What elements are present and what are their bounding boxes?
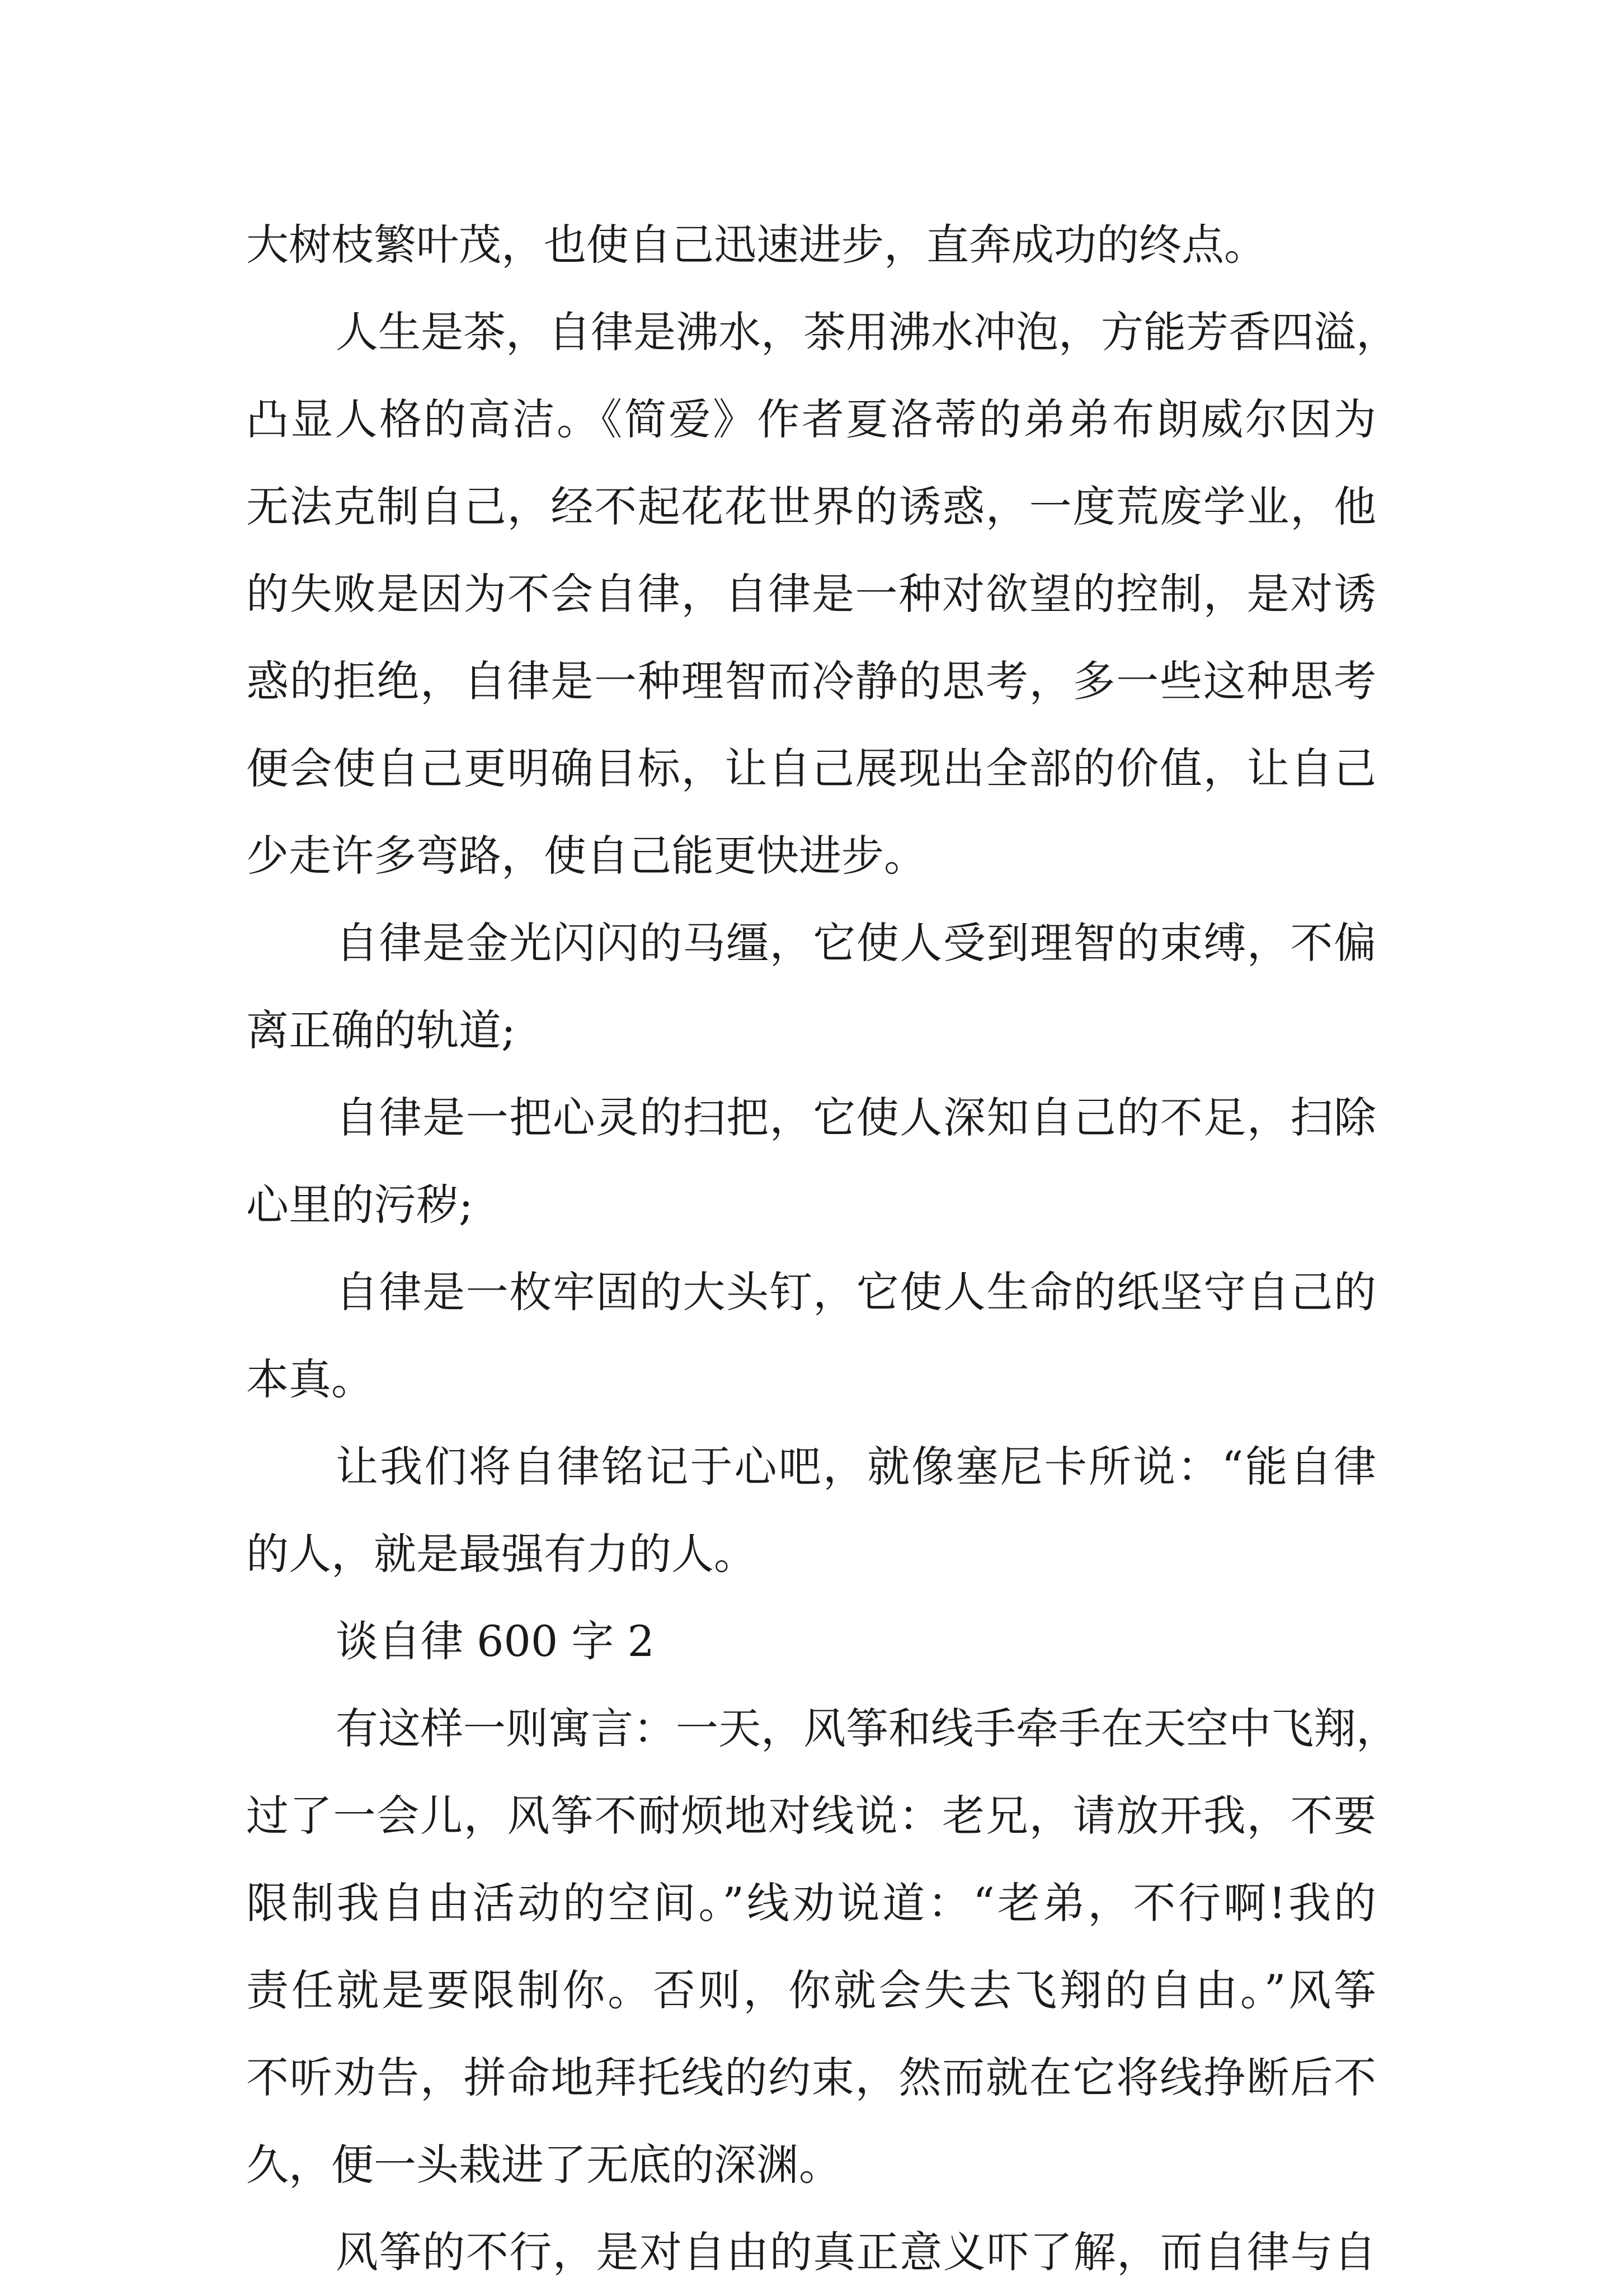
text-line: 过了一会儿，风筝不耐烦地对线说：老兄，请放开我，不要 [246,1791,1376,1841]
text-line: 离正确的轨道; [246,1005,516,1055]
text-line: 心里的污秽; [246,1180,473,1230]
text-line: 自律是一枚牢固的大头钉，它使人生命的纸坚守自己的 [336,1267,1376,1317]
text-line: 的人，就是最强有力的人。 [246,1529,756,1579]
text-line: 风筝的不行，是对自由的真正意义吓了解，而自律与自 [336,2227,1376,2277]
text-line: 自律是一把心灵的扫把，它使人深知自己的不足，扫除 [336,1093,1376,1142]
text-line: 责任就是要限制你。否则，你就会失去飞翔的自由。”风筝 [246,1965,1376,2015]
text-line: 本真。 [246,1354,374,1404]
section-heading: 谈自律 600 字 2 [336,1616,655,1666]
text-line: 久，便一头栽进了无底的深渊。 [246,2140,841,2190]
body-text [246,201,1399,2296]
text-line: 便会使自己更明确目标，让自己展现出全部的价值，让自己 [246,744,1376,793]
text-line: 的失败是因为不会自律，自律是一种对欲望的控制，是对诱 [246,569,1376,619]
text-line: 人生是茶，自律是沸水，茶用沸水冲泡，方能芳香四溢， [336,307,1399,357]
text-line: 无法克制自己，经不起花花世界的诱惑，一度荒废学业，他 [246,482,1376,531]
text-line: 让我们将自律铭记于心吧，就像塞尼卡所说：“能自律 [336,1442,1376,1492]
text-line: 自律是金光闪闪的马缰，它使人受到理智的束缚，不偏 [336,918,1376,968]
text-line: 少走许多弯路，使自己能更快进步。 [246,831,926,881]
text-line: 大树枝繁叶茂，也使自己迅速进步，直奔成功的终点。 [246,220,1267,270]
text-line: 限制我自由活动的空间。”线劝说道：“老弟，不行啊!我的 [246,1878,1376,1928]
text-line: 不听劝告，拼命地拜托线的约束，然而就在它将线挣断后不 [246,2053,1376,2102]
text-line: 惑的拒绝，自律是一种理智而冷静的思考，多一些这种思考 [246,656,1376,706]
text-line: 有这样一则寓言：一天，风筝和线手牵手在天空中飞翔， [336,1704,1399,1753]
text-line: 凸显人格的高洁。《简爱》作者夏洛蒂的弟弟布朗威尔因为 [246,394,1376,444]
